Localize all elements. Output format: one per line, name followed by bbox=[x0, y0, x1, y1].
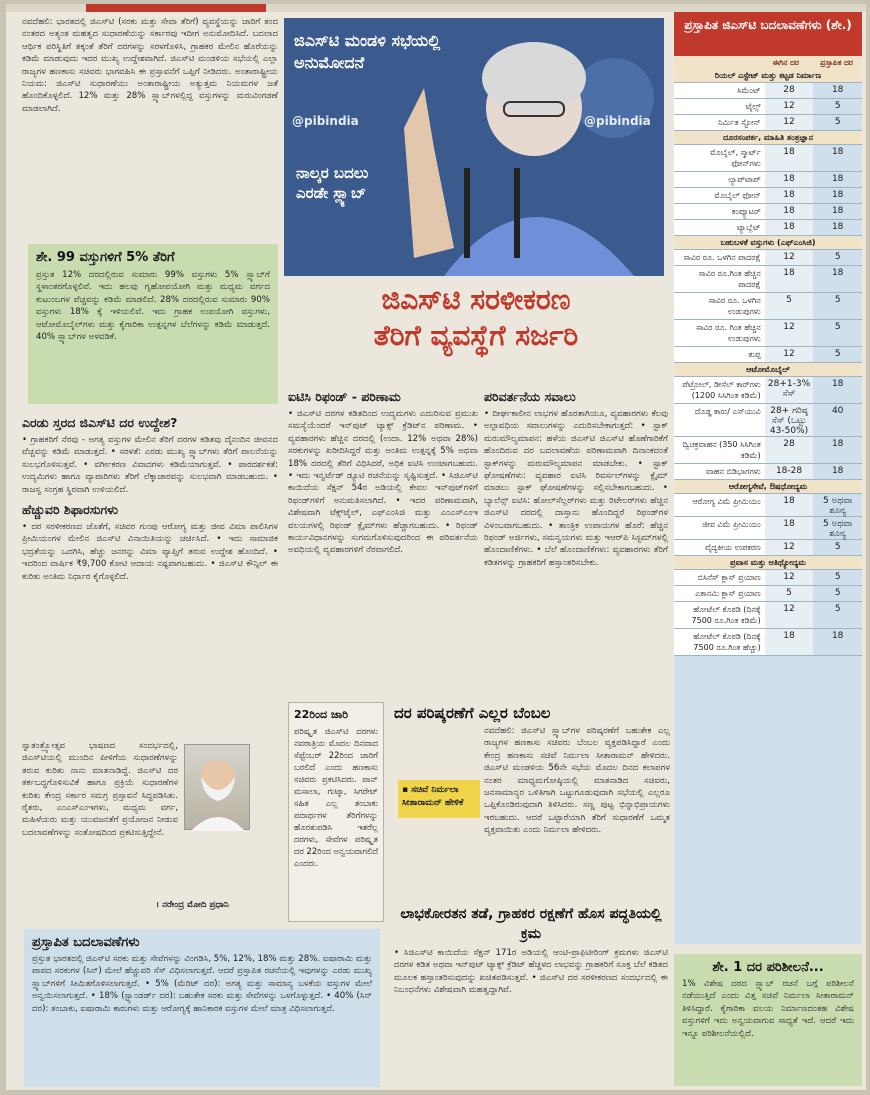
support-title: ದರ ಪರಿಷ್ಕರಣೆಗೆ ಎಲ್ಲರ ಬೆಂಬಲ bbox=[394, 704, 551, 722]
table-row bbox=[674, 115, 862, 131]
transition-text: • ದೀರ್ಘಕಾಲೀನ ಲಾಭಗಳ ಹೊರತಾಗಿಯೂ, ವ್ಯವಹಾರಗಳು ಕೆಲವು ಅಲ್ಪಾವಧಿಯ ಸವಾಲುಗಳನ್ನು ಎದುರಿಸಬೇಕಾಗುತ್ತದೆ: • ಸ್ಟಾಕ್ ಮರುಮೌಲ್ಯಮಾಪನ: ಹಳೆಯ ಜಿಎಸ್‌ಟಿ ಜಿಎಸ್‌ಟಿ ಹೊಣೆಗಾರಿಕೆಗೆ ಹೊಂದಿರುವ ದರ ಬದಲಾವಣೆಯ ಪರಿಣಾಮವಾಗಿ ದಿನಾಂಕದಂತೆ ಸ್ಟಾಕ್‌ಗಳನ್ನು ಮರುಮೌಲ್ಯಮಾಪನ ಮಾಡಬೇಕು. • ಸ್ಟಾಕ್ ಘೋಷಣೆಗಳು: ವ್ಯವಹಾರ ಐಟಿಸಿ ರಿವರ್ಸಲ್‌ಗಳನ್ನು ಕ್ಲೈಮ್ ಮಾಡಲು ಸ್ಟಾಕ್ ಘೋಷಣೆಗಳನ್ನು ಸಲ್ಲಿಸಬೇಕಾಗಬಹುದು. • ಬ್ಯಾಲೆನ್ಸ್ ಐಟಿಸಿ: ಹೋಲ್‌ಸೆಲ್ಲರ್‌ಗಳು ಮತ್ತು ರಿಟೇಲರ್‌ಗಳು ಹೆಚ್ಚಿನ ಜಿಎಸ್‌ಟಿ ದರದಲ್ಲಿ ದಾಸ್ತಾನು ಹೊಂದಿದ್ದರೆ ರಿಫಂಡ್‌ಗಳ ವಿಳಂಬವಾಗಬಹುದು. • ತಾಂತ್ರಿಕ ಉಪಾಯಗಳ ಹೊರೆ: ಹೆಚ್ಚಿನ ರಿಫಂಡ್ ಅರ್ಜಿಗಳು, ಸಮನ್ವಯಗಳು ಮತ್ತು ಇಆರ್‌ಪಿ ಸಿಸ್ಟಮ್‌ಗಳಲ್ಲಿ ಹೊಂದಾಣಿಕೆಗಳು. • ಬೆಲೆ ಹೊಂದಾಣಿಕೆಗಳು: ವ್ಯವಹಾರಗಳು ತೆರಿಗೆ ಕಡಿತಗಳನ್ನು ಗ್ರಾಹಕರಿಗೆ ಹಸ್ತಾಂತರಿಸಬೇಕು. bbox=[484, 409, 668, 568]
minister-photo bbox=[284, 18, 664, 276]
portrait-image bbox=[185, 745, 251, 831]
effective-date-text: ಪರಿಷ್ಕೃತ ಜಿಎಸ್‌ಟಿ ದರಗಳು ನವರಾತ್ರಿಯ ಮೊದಲ ದಿನವಾದ ಸೆಪ್ಟೆಂಬರ್ 22ರಿಂದ ಜಾರಿಗೆ ಬರಲಿದೆ ಎಂದು ಹಣಕಾಸು ಸಚಿವರು ಪ್ರಕಟಿಸಿದರು. ಪಾನ್ ಮಸಾಲಾ, ಗುಟ್ಕಾ, ಸಿಗರೇಟ್ ಸಹಿತ ಎಲ್ಲ ತಂಬಾಕು ಪದಾರ್ಥಗಳ ತೆರಿಗೆಗಳನ್ನು ಹೊರತುಪಡಿಸಿ ಇತರೆಲ್ಲ ದರಗಳು, ಸೇವೆಗಳ ಪರಿಷ್ಕೃತ ದರ 22ರಿಂದ ಅನ್ವಯವಾಗಲಿದೆ ಎಂದರು. bbox=[294, 726, 378, 868]
table-cell-proposed: 5 bbox=[813, 602, 862, 628]
watermark-left: @pibindia bbox=[292, 114, 359, 128]
table-row bbox=[674, 172, 862, 188]
transition-section bbox=[484, 386, 668, 569]
table-cell-current: 5 bbox=[765, 586, 814, 601]
table-header-current: ಈಗಿನ ದರ bbox=[772, 58, 799, 67]
table-cell-item: ವೈದ್ಯಕೀಯ ಉಪಕರಣ bbox=[674, 540, 765, 555]
table-cell-proposed: 18 bbox=[813, 377, 862, 403]
table-cell-item: ತುಪ್ಪ bbox=[674, 347, 765, 362]
table-row bbox=[674, 540, 862, 556]
itc-section bbox=[288, 386, 478, 557]
table-cell-proposed: 5 bbox=[813, 250, 862, 265]
table-cell-current: 18 bbox=[765, 188, 814, 203]
table-row bbox=[674, 293, 862, 320]
itc-title: ಐಟಿಸಿ ರಿಫಂಡ್ - ಪರಿಣಾಮ bbox=[288, 389, 401, 404]
table-category: ಪ್ರವಾಸ ಮತ್ತು ಆತಿಥ್ಯೋದ್ಯಮ bbox=[674, 556, 862, 570]
table-cell-current: 18 bbox=[765, 204, 814, 219]
table-header-item bbox=[674, 56, 760, 69]
table-cell-item: ಬಿಸಿನೆಸ್ ಕ್ಲಾಸ್ ಪ್ರಯಾಣ bbox=[674, 570, 765, 585]
objective-text: • ಗ್ರಾಹಕರಿಗೆ ನೆರವು - ಅಗತ್ಯ ವಸ್ತುಗಳ ಮೇಲಿನ ತೆರಿಗೆ ದರಗಳ ಕಡಿತವು ದೈನಂದಿನ ಜೀವನದ ವೆಚ್ಚವನ್ನು ಕಡಿಮೆ ಮಾಡುತ್ತದೆ. • ಸರಳತೆ: ಎರಡು ಮುಖ್ಯ ಸ್ಲ್ಯಾಬ್‌ಗಳು ತೆರಿಗೆ ಪಾಲನೆಯನ್ನು ಸುಲಭಗೊಳಿಸುತ್ತವೆ. • ವರ್ಗೀಕರಣ ವಿವಾದಗಳು ಕಡಿಮೆಯಾಗುತ್ತವೆ. • ಪಾರದರ್ಶಕತೆ: ಉದ್ಯಮಿಗಳು ಹಾಗೂ ವ್ಯಾಪಾರಿಗಳು ತೆರಿಗೆ ಲೆಕ್ಕಾಚಾರವನ್ನು ಸುಲಭವಾಗಿ ಮಾಡಬಹುದು. • ರಾಜಸ್ವ ಸಂಗ್ರಹ ಸ್ಥಿರವಾಗಿ ಉಳಿಯಲಿದೆ. bbox=[22, 435, 278, 495]
table-cell-item: ಪೆಟ್ರೋಲ್, ಡೀಸೆಲ್ ಕಾರ್‌ಗಳು (1200 ಸಿಸಿಗಿಂತ ಕಡಿಮೆ) bbox=[674, 377, 765, 403]
table-row bbox=[674, 145, 862, 172]
five-percent-title: ಶೇ. 99 ವಸ್ತುಗಳಿಗೆ 5% ತೆರಿಗೆ bbox=[36, 250, 175, 265]
table-cell-current: 12 bbox=[765, 602, 814, 628]
table-cell-item: ಟ್ಯಾಬ್ಲೆಟ್ bbox=[674, 220, 765, 235]
table-cell-current: 18 bbox=[765, 266, 814, 292]
itc-text: • ಜಿಎಸ್‌ಟಿ ದರಗಳ ಕಡಿತದಿಂದ ಉದ್ಯಮಗಳು ಎದುರಿಸುವ ಪ್ರಮುಖ ಸಮಸ್ಯೆಯೆಂದರೆ ಇನ್‌ಪುಟ್ ಟ್ಯಾಕ್ಸ್ ಕ್ರೆಡಿಟ್‌ನ ಪರಿಣಾಮ. • ವ್ಯವಹಾರಗಳು ಹೆಚ್ಚಿನ ದರದಲ್ಲಿ (ಉದಾ. 12% ಅಥವಾ 28%) ಸರಕುಗಳನ್ನು ಖರೀದಿಸಿದ್ದರೆ ಮತ್ತು ಅಂತಿಮ ಉತ್ಪನ್ನಕ್ಕೆ 5% ಅಥವಾ 18% ದರದಲ್ಲಿ ತೆರಿಗೆ ವಿಧಿಸಿದರೆ, ಅಧಿಕ ಐಟಿಸಿ ಉಂಟಾಗಬಹುದು. • ಇದು ಇನ್ವರ್ಟೆಡ್ ಡ್ಯೂಟಿ ರಚನೆಯನ್ನು ಸೃಷ್ಟಿಸುತ್ತದೆ. • ಸಿಜಿಎಸ್‌ಟಿ ಕಾಯಿದೆಯ ಸೆಕ್ಷನ್ 54ರ ಅಡಿಯಲ್ಲಿ ಕೇವಲ ಇನ್‌ಪುಟ್‌ಗಳಿಗೆ ರಿಫಂಡ್‌ಗಳಿಗೆ ಅನುಮತಿಸಲಾಗಿದೆ. • ಇದರ ಪರಿಣಾಮವಾಗಿ, ವಿಶೇಷವಾಗಿ ಟೆಕ್ಸ್‌ಟೈಲ್, ಎಫ್‌ಎಂಸಿಜಿ ಮತ್ತು ಎಂಎಸ್‌ಎಂಇ ವಲಯಗಳಲ್ಲಿ ರಿಫಂಡ್ ಕ್ಲೈಮ್‌ಗಳು ಹೆಚ್ಚಾಗಬಹುದು. • ರಿಫಂಡ್ ಕಾರ್ಯವಿಧಾನಗಳನ್ನು ಸುಗಮಗೊಳಿಸುವುದರಿಂದ ಈ ಪರಿವರ್ತನೆಯ ಅವಧಿಯಲ್ಲಿ ವ್ಯವಹಾರಗಳಿಗೆ ನೆರವಾಗಲಿದೆ. bbox=[288, 409, 478, 556]
table-cell-proposed: 18 bbox=[813, 188, 862, 203]
anti-profiteering-text: • ಸಿಜಿಎಸ್‌ಟಿ ಕಾಯಿದೆಯ ಸೆಕ್ಷನ್ 171ರ ಅಡಿಯಲ್ಲಿ ಆಂಟಿ-ಪ್ರಾಫಿಟೀರಿಂಗ್ ಕ್ರಮಗಳು ಜಿಎಸ್‌ಟಿ ದರಗಳ ಕಡಿತ ಅಥವಾ ಇನ್‌ಪುಟ್ ಟ್ಯಾಕ್ಸ್ ಕ್ರೆಡಿಟ್ ಹೆಚ್ಚಳದ ಲಾಭವನ್ನು ಗ್ರಾಹಕರಿಗೆ ಸೂಕ್ತ ಬೆಲೆ ಕಡಿತದ ಮೂಲಕ ಹಸ್ತಾಂತರಿಸುವುದನ್ನು ಖಚಿತಪಡಿಸುತ್ತವೆ. • ಜಿಎಸ್‌ಟಿ ದರ ಸರಳೀಕರಣದ ಸಂದರ್ಭದಲ್ಲಿ ಈ ನಿಬಂಧನೆಗಳು ವಿಶೇಷವಾಗಿ ಮಹತ್ವದ್ದಾಗಿವೆ. bbox=[394, 948, 668, 996]
table-row bbox=[674, 250, 862, 266]
gst-rates-table bbox=[674, 12, 862, 944]
table-cell-proposed: 18 bbox=[813, 464, 862, 479]
table-cell-item: ಸಿಮೆಂಟ್ bbox=[674, 83, 765, 98]
table-body bbox=[674, 69, 862, 656]
top-band bbox=[6, 4, 866, 12]
table-cell-current: 18 bbox=[765, 517, 814, 539]
recommendations-text: • ದರ ಸರಳೀಕರಣದ ಜೊತೆಗೆ, ಸಚಿವರ ಗುಂಪು ಆರೋಗ್ಯ ಮತ್ತು ಜೀವ ವಿಮಾ ಪಾಲಿಸಿಗಳ ಪ್ರೀಮಿಯಂಗಳ ಮೇಲಿನ ಜಿಎಸ್‌ಟಿ ವಿನಾಯಿತಿಯನ್ನು ಚರ್ಚಿಸಿದೆ. • ಇದು ಸಾಮಾಜಿಕ ಭದ್ರತೆಯನ್ನು ಒದಗಿಸಿ, ಹೆಚ್ಚು ಜನರನ್ನು ವಿಮಾ ವ್ಯಾಪ್ತಿಗೆ ತರುವ ಉದ್ದೇಶ ಹೊಂದಿದೆ. • ಇದರಿಂದ ವಾರ್ಷಿಕ ₹9,700 ಕೋಟಿ ಆದಾಯ ನಷ್ಟವಾಗಬಹುದು. • ಜಿಎಸ್‌ಟಿ ಕೌನ್ಸಿಲ್ ಈ ಕುರಿತು ಅಂತಿಮ ನಿರ್ಧಾರ ಕೈಗೊಳ್ಳಲಿದೆ. bbox=[22, 522, 278, 582]
table-cell-item: ಮೊಬೈಲ್ ಫೋನ್ bbox=[674, 188, 765, 203]
table-row bbox=[674, 586, 862, 602]
table-cell-proposed: 40 bbox=[813, 404, 862, 436]
headline-line1: ಜಿಎಸ್‌ಟಿ ಸರಳೀಕರಣ bbox=[381, 283, 571, 316]
table-cell-proposed: 5 bbox=[813, 320, 862, 346]
table-cell-current: 18 bbox=[765, 145, 814, 171]
newspaper-page bbox=[6, 4, 866, 1090]
table-row bbox=[674, 494, 862, 517]
table-cell-current: 28+ ಗರಿಷ್ಠ ಸೆಸ್ (ಒಟ್ಟು 43-50%) bbox=[765, 404, 814, 436]
table-category: ಆಟೋಮೊಬೈಲ್ bbox=[674, 363, 862, 377]
table-row bbox=[674, 570, 862, 586]
table-cell-item: ಹೋಟೆಲ್ ಕೊಠಡಿ (ದಿನಕ್ಕೆ 7500 ರೂ.ಗಿಂತ ಹೆಚ್ಚು) bbox=[674, 629, 765, 655]
minister-quote-tag: ▪ ಸಚಿವೆ ನಿರ್ಮಲಾ ಸೀತಾರಾಮನ್ ಹೇಳಿಕೆ bbox=[398, 780, 480, 818]
table-row bbox=[674, 83, 862, 99]
photo-caption-top: ಜಿಎಸ್‌ಟಿ ಮಂಡಳಿ ಸಭೆಯಲ್ಲಿ ಅನುಮೋದನೆ bbox=[294, 31, 441, 72]
pm-quote bbox=[22, 740, 178, 839]
table-cell-current: 18 bbox=[765, 220, 814, 235]
table-category: ರಿಯಲ್ ಎಸ್ಟೇಟ್ ಮತ್ತು ಕಟ್ಟಡ ನಿರ್ಮಾಣ bbox=[674, 69, 862, 83]
table-cell-proposed: 5 bbox=[813, 586, 862, 601]
table-cell-current: 12 bbox=[765, 115, 814, 130]
table-cell-current: 18 bbox=[765, 629, 814, 655]
table-header bbox=[674, 56, 862, 69]
anti-profiteering-article bbox=[394, 904, 668, 997]
table-cell-proposed: 18 bbox=[813, 145, 862, 171]
table-cell-item: ನಿರ್ಮಿತ ಸ್ಟೋನ್ bbox=[674, 115, 765, 130]
objective-section bbox=[22, 412, 278, 583]
table-row bbox=[674, 404, 862, 437]
table-cell-item: ಸಾವಿರ ರೂ. ಒಳಗಿನ ಉಡುಪುಗಳು bbox=[674, 293, 765, 319]
table-cell-proposed: 5 bbox=[813, 115, 862, 130]
table-cell-proposed: 18 bbox=[813, 220, 862, 235]
one-percent-box bbox=[674, 954, 862, 1086]
recommendations-title: ಹೆಚ್ಚುವರಿ ಶಿಫಾರಸುಗಳು bbox=[22, 502, 118, 518]
table-cell-proposed: 5 ಅಥವಾ ಶೂನ್ಯ bbox=[813, 494, 862, 516]
table-cell-current: 5 bbox=[765, 293, 814, 319]
table-cell-item: ಸಾವಿರ ರೂ.ಗಿಂತ ಹೆಚ್ಚಿನ ಪಾದರಕ್ಷೆ bbox=[674, 266, 765, 292]
pm-photo bbox=[184, 744, 250, 830]
table-cell-proposed: 18 bbox=[813, 629, 862, 655]
effective-date-title: 22ರಿಂದ ಜಾರಿ bbox=[294, 708, 349, 721]
five-percent-box bbox=[28, 244, 278, 404]
table-row bbox=[674, 188, 862, 204]
one-percent-title: ಶೇ. 1 ದರ ಪರಿಶೀಲನೆ... bbox=[712, 960, 824, 975]
table-cell-proposed: 5 bbox=[813, 293, 862, 319]
table-header-proposed: ಪ್ರಸ್ತಾಪಿತ ದರ bbox=[820, 58, 853, 67]
table-cell-item: ಆರೋಗ್ಯ ವಿಮೆ ಪ್ರೀಮಿಯಂ bbox=[674, 494, 765, 516]
table-cell-item: ಹೋಟೆಲ್ ಕೊಠಡಿ (ದಿನಕ್ಕೆ 7500 ರೂ.ಗಿಂತ ಕಡಿಮೆ) bbox=[674, 602, 765, 628]
table-row bbox=[674, 517, 862, 540]
table-cell-item: ಮೊಬೈಲ್, ಸ್ಮಾರ್ಟ್ ಫೋನ್‌ಗಳು bbox=[674, 145, 765, 171]
proposed-changes-text: ಪ್ರಸ್ತುತ ಭಾರತದಲ್ಲಿ ಜಿಎಸ್‌ಟಿ ಸರಕು ಮತ್ತು ಸೇವೆಗಳನ್ನು ವಿಂಗಡಿಸಿ, 5%, 12%, 18% ಮತ್ತು 28%. ಐಷಾರಾಮಿ ಮತ್ತು ಪಾಪದ ಸರಕುಗಳ (ಸಿನ್) ಮೇಲೆ ಹೆಚ್ಚುವರಿ ಸೆಸ್ ವಿಧಿಸಲಾಗುತ್ತದೆ. ಆದರೆ ಪ್ರಸ್ತಾಪಿತ ರಚನೆಯಲ್ಲಿ ಇವುಗಳನ್ನು ಎರಡು ಮುಖ್ಯ ಸ್ಲ್ಯಾಬ್‌ಗಳಿಗೆ ಸೀಮಿತಗೊಳಿಸಲಾಗುತ್ತದೆ. • 5% (ಮೆರಿಟ್ ದರ): ಅಗತ್ಯ ಮತ್ತು ಸಾಮಾನ್ಯ ಬಳಕೆಯ ವಸ್ತುಗಳ ಮೇಲೆ ಅನ್ವಯಿಸಲಾಗುತ್ತದೆ. • 18% (ಸ್ಟ್ಯಾಂಡರ್ಡ್ ದರ): ಬಹುತೇಕ ಸರಕು ಮತ್ತು ಸೇವೆಗಳನ್ನು ಒಳಗೊಳ್ಳುತ್ತದೆ. • 40% (ಸಿನ್ ದರ): ತಂಬಾಕು, ಐಷಾರಾಮಿ ಕಾರುಗಳು ಮತ್ತು ಆರೋಗ್ಯಕ್ಕೆ ಹಾನಿಕಾರಕ ವಸ್ತುಗಳ ಮೇಲೆ ಮಾತ್ರ ವಿಧಿಸಲಾಗುತ್ತದೆ. bbox=[32, 954, 372, 1014]
table-row bbox=[674, 377, 862, 404]
table-cell-current: 28+1-3% ಸೆಸ್ bbox=[765, 377, 814, 403]
table-cell-proposed: 5 bbox=[813, 347, 862, 362]
table-cell-item: ಸಾವಿರ ರೂ. ಗಿಂತ ಹೆಚ್ಚಿನ ಉಡುಪುಗಳು bbox=[674, 320, 765, 346]
table-row bbox=[674, 204, 862, 220]
table-cell-item: ವಾಹನ ಬಿಡಿಭಾಗಗಳು bbox=[674, 464, 765, 479]
table-cell-item: ದ್ವಿಚಕ್ರವಾಹನ (350 ಸಿಸಿಗಿಂತ ಕಡಿಮೆ) bbox=[674, 437, 765, 463]
effective-date-box bbox=[288, 702, 384, 922]
photo-caption-bottom: ನಾಲ್ಕರ ಬದಲು ಎರಡೇ ಸ್ಲ್ಯಾಬ್ bbox=[296, 164, 369, 202]
table-cell-item: ಜೀವ ವಿಮೆ ಪ್ರೀಮಿಯಂ bbox=[674, 517, 765, 539]
table-cell-proposed: 18 bbox=[813, 266, 862, 292]
table-row bbox=[674, 629, 862, 656]
table-cell-item: ದೊಡ್ಡ ಕಾರು/ ಎಸ್‌ಯುವಿ bbox=[674, 404, 765, 436]
table-cell-item: ಕಂಪ್ಯೂಟರ್ bbox=[674, 204, 765, 219]
table-cell-current: 12 bbox=[765, 347, 814, 362]
table-cell-item: ಲ್ಯಾಪ್‌ಟಾಪ್ bbox=[674, 172, 765, 187]
pm-signature: । ನರೇಂದ್ರ ಮೋದಿ ಪ್ರಧಾನಿ bbox=[156, 900, 229, 910]
table-row bbox=[674, 437, 862, 464]
table-cell-proposed: 5 ಅಥವಾ ಶೂನ್ಯ bbox=[813, 517, 862, 539]
table-cell-current: 18 bbox=[765, 172, 814, 187]
table-cell-current: 12 bbox=[765, 250, 814, 265]
table-row bbox=[674, 464, 862, 480]
table-cell-item: ಎಕಾನಮಿ ಕ್ಲಾಸ್ ಪ್ರಯಾಣ bbox=[674, 586, 765, 601]
table-row bbox=[674, 220, 862, 236]
table-cell-current: 28 bbox=[765, 437, 814, 463]
table-cell-current: 18 bbox=[765, 494, 814, 516]
table-cell-current: 12 bbox=[765, 570, 814, 585]
table-title: ಪ್ರಸ್ತಾಪಿತ ಜಿಎಸ್‌ಟಿ ಬದಲಾವಣೆಗಳು (ಶೇ.) bbox=[674, 12, 862, 56]
table-cell-proposed: 18 bbox=[813, 204, 862, 219]
table-category: ಬಹುಬಳಕೆ ವಸ್ತುಗಳು (ಎಫ್‌ಎಂಸಿಜಿ) bbox=[674, 236, 862, 250]
table-cell-current: 12 bbox=[765, 320, 814, 346]
table-cell-current: 12 bbox=[765, 540, 814, 555]
table-row bbox=[674, 347, 862, 363]
intro-article bbox=[22, 16, 278, 115]
table-category: ಆರೋಗ್ಯಸೇವೆ, ಔಷಧೋದ್ಯಮ bbox=[674, 480, 862, 494]
table-row bbox=[674, 602, 862, 629]
table-cell-item: ಟೈಲ್ಸ್ bbox=[674, 99, 765, 114]
headline-line2: ತೆರಿಗೆ ವ್ಯವಸ್ಥೆಗೆ ಸರ್ಜರಿ bbox=[373, 319, 579, 352]
transition-title: ಪರಿವರ್ತನೆಯ ಸವಾಲು bbox=[484, 389, 576, 404]
table-cell-proposed: 5 bbox=[813, 570, 862, 585]
table-cell-proposed: 18 bbox=[813, 437, 862, 463]
five-percent-text: ಪ್ರಸ್ತುತ 12% ದರದಲ್ಲಿರುವ ಸುಮಾರು 99% ವಸ್ತುಗಳು 5% ಸ್ಲ್ಯಾಬ್‌ಗೆ ಸ್ಥಳಾಂತರಗೊಳ್ಳಲಿವೆ. ಇದು ಹಲವು ಗೃಹೋಪಯೋಗಿ ಮತ್ತು ಮಧ್ಯಮ ವರ್ಗದ ಕುಟುಂಬಗಳ ವೆಚ್ಚವನ್ನು ಕಡಿಮೆ ಮಾಡಲಿದೆ. 28% ದರದಲ್ಲಿರುವ ಸುಮಾರು 90% ವಸ್ತುಗಳು 18% ಕ್ಕೆ ಇಳಿಯಲಿವೆ. ಇದು ಗ್ರಾಹಕ ಉಪಯೋಗಿ ವಸ್ತುಗಳು, ಆಟೋಮೊಬೈಲ್‌ಗಳು ಮತ್ತು ಕೈಗಾರಿಕಾ ಉತ್ಪನ್ನಗಳ ಬೆಲೆಗಳನ್ನು ಕಡಿಮೆ ಮಾಡುತ್ತದೆ. 40% ಸ್ಲ್ಯಾಬ್‌ಗಳ ಅಳವಡಿಕೆ. bbox=[36, 270, 270, 343]
objective-title: ಎರಡು ಸ್ತರದ ಜಿಎಸ್‌ಟಿ ದರ ಉದ್ದೇಶ? bbox=[22, 415, 178, 430]
table-cell-proposed: 5 bbox=[813, 99, 862, 114]
table-category: ದೂರಸಂಪರ್ಕ, ಮಾಹಿತಿ ತಂತ್ರಜ್ಞಾನ bbox=[674, 131, 862, 145]
main-headline bbox=[286, 282, 666, 354]
table-cell-proposed: 18 bbox=[813, 83, 862, 98]
table-row bbox=[674, 99, 862, 115]
anti-profiteering-title: ಲಾಭಕೋರತನ ತಡೆ, ಗ್ರಾಹಕರ ರಕ್ಷಣೆಗೆ ಹೊಸ ಪದ್ಧತಿಯಲ್ಲಿ ಕ್ರಮ bbox=[400, 906, 662, 942]
support-text: ನವದೆಹಲಿ: ಜಿಎಸ್‌ಟಿ ಸ್ಲ್ಯಾಬ್‌ಗಳ ಪರಿಷ್ಕರಣೆಗೆ ಬಹುತೇಕ ಎಲ್ಲ ರಾಜ್ಯಗಳ ಹಣಕಾಸು ಸಚಿವರು ಬೆಂಬಲ ವ್ಯಕ್ತಪಡಿಸಿದ್ದಾರೆ ಎಂದು ಕೇಂದ್ರ ಹಣಕಾಸು ಸಚಿವೆ ನಿರ್ಮಲಾ ಸೀತಾರಾಮನ್ ಹೇಳಿದರು. ಜಿಎಸ್‌ಟಿ ಮಂಡಳಿಯ 56ನೇ ಸಭೆಯ ಮೊದಲ ದಿನದ ಕಲಾಪಗಳ ನಂತರ ಮಾಧ್ಯಮಗೋಷ್ಠಿಯಲ್ಲಿ ಮಾತನಾಡಿದ ಸಚಿವರು, ಜನಸಾಮಾನ್ಯರ ಒಳಿತಿಗಾಗಿ ಒಟ್ಟುಗೂಡುವುದಾಗಿ ಸಭೆಯಲ್ಲಿ ಎಲ್ಲರೂ ಒಪ್ಪಿಕೊಂಡಿರುವುದಾಗಿ ತಿಳಿಸಿದರು. ಸಣ್ಣ ಪುಟ್ಟ ಭಿನ್ನಾಭಿಪ್ರಾಯಗಳು ಇರಬಹುದು. ಆದರೆ ಒಟ್ಟಾರೆಯಾಗಿ ತೆರಿಗೆ ಸುಧಾರಣೆಗೆ ಒಮ್ಮತ ವ್ಯಕ್ತವಾಯಿತು ಎಂದು ನಿರ್ಮಲಾ ಹೇಳಿದರು. bbox=[484, 726, 670, 836]
proposed-changes-title: ಪ್ರಸ್ತಾಪಿತ ಬದಲಾವಣೆಗಳು bbox=[32, 935, 140, 950]
table-cell-item: ಸಾವಿರ ರೂ. ಒಳಗಿನ ಪಾದರಕ್ಷೆ bbox=[674, 250, 765, 265]
table-cell-current: 18-28 bbox=[765, 464, 814, 479]
table-row bbox=[674, 266, 862, 293]
table-cell-proposed: 18 bbox=[813, 172, 862, 187]
table-cell-current: 12 bbox=[765, 99, 814, 114]
pm-quote-text: ಸ್ವಾತಂತ್ರ್ಯೋತ್ಸವ ಭಾಷಣದ ಸಂದರ್ಭದಲ್ಲಿ, ಜಿಎಸ್‌ಟಿಯಲ್ಲಿ ಮುಂದಿನ ಪೀಳಿಗೆಯ ಸುಧಾರಣೆಗಳನ್ನು ತರುವ ಕುರಿತು ನಾನು ಮಾತನಾಡಿದ್ದೆ. ಜಿಎಸ್‌ಟಿ ದರ ತರ್ಕಬದ್ಧಗೊಳಿಸುವಿಕೆ ಹಾಗೂ ಪ್ರಕ್ರಿಯೆ ಸುಧಾರಣೆಗಳ ಕುರಿತು ಕೇಂದ್ರ ಸರ್ಕಾರ ಸಮಗ್ರ ಪ್ರಸ್ತಾವನೆ ಸಿದ್ಧಪಡಿಸಿತು. ರೈತರು, ಎಂಎಸ್‌ಎಂಇಗಳು, ಮಧ್ಯಮ ವರ್ಗ, ಮಹಿಳೆಯರು ಮತ್ತು ಯುವಜನತೆಗೆ ಪ್ರಯೋಜನ ನೀಡುವ ಬದಲಾವಣೆಗಳನ್ನು ಸಂತೋಷದಿಂದ ಪ್ರಕಟಿಸುತ್ತಿದ್ದೇನೆ. bbox=[22, 741, 178, 838]
intro-text: ನವದೆಹಲಿ: ಭಾರತದಲ್ಲಿ ಜಿಎಸ್‌ಟಿ (ಸರಕು ಮತ್ತು ಸೇವಾ ತೆರಿಗೆ) ವ್ಯವಸ್ಥೆಯನ್ನು ಜಾರಿಗೆ ತಂದ ನಂತರದ ಅತ್ಯಂತ ಮಹತ್ವದ ಸುಧಾರಣೆಯನ್ನು ಸರ್ಕಾರವು ಇದೀಗ ಅನುಮೋದಿಸಿದೆ. ಬದಲಾದ ಆರ್ಥಿಕ ಪರಿಸ್ಥಿತಿಗೆ ತಕ್ಕಂತೆ ತೆರಿಗೆ ದರಗಳನ್ನು ಸರಳಗೊಳಿಸಿ, ಗ್ರಾಹಕರ ಮೇಲಿನ ಹೊರೆಯನ್ನು ಕಡಿಮೆ ಮಾಡುವುದು ಇದರ ಮುಖ್ಯ ಉದ್ದೇಶವಾಗಿದೆ. ಜಿಎಸ್‌ಟಿ ಮಂಡಳಿಯ ಸಭೆಯಲ್ಲಿ ಎಲ್ಲಾ ರಾಜ್ಯಗಳ ಹಣಕಾಸು ಸಚಿವರು ಭಾಗವಹಿಸಿ ಈ ಪ್ರಸ್ತಾವನೆಗೆ ಒಪ್ಪಿಗೆ ನೀಡಿದರು. ಅಂತಾರಾಷ್ಟ್ರೀಯ ನಿಯಮ: ಜಿಎಸ್‌ಟಿ ಸುಧಾರಣೆಯು ಅಂತಾರಾಷ್ಟ್ರೀಯ ಅತ್ಯುತ್ತಮ ನಿಯಮಗಳ ಜತೆ ಹೊಂದಿಕೊಳ್ಳಲಿದೆ. 12% ಮತ್ತು 28% ಸ್ಲ್ಯಾಬ್‌ಗಳಲ್ಲಿದ್ದ ವಸ್ತುಗಳನ್ನು ಮರುವಿಂಗಡಣೆ ಮಾಡಲಾಗಿದೆ. bbox=[22, 17, 278, 114]
one-percent-text: 1% ವಿಶೇಷ ದರದ ಸ್ಲ್ಯಾಬ್ ರಚನೆ ಬಗ್ಗೆ ಪರಿಶೀಲನೆ ನಡೆಯುತ್ತಿದೆ ಎಂದು ವಿತ್ತ ಸಚಿವೆ ನಿರ್ಮಲಾ ಸೀತಾರಾಮನ್ ತಿಳಿಸಿದ್ದಾರೆ. ಕೈಗಾರಿಕಾ ವಲಯ ನಿರ್ಮಾಣದಂತಹ ವಿಶೇಷ ವಸ್ತುಗಳಿಗೆ ಇದು ಅನ್ವಯವಾಗುವ ಸಾಧ್ಯತೆ ಇದೆ. ಆದರೆ ಇದು ಇನ್ನೂ ಪರಿಶೀಲನೆಯಲ್ಲಿದೆ. bbox=[682, 979, 854, 1039]
proposed-changes-box bbox=[24, 929, 380, 1087]
table-cell-current: 28 bbox=[765, 83, 814, 98]
table-row bbox=[674, 320, 862, 347]
watermark-right: @pibindia bbox=[584, 114, 651, 128]
table-cell-proposed: 5 bbox=[813, 540, 862, 555]
